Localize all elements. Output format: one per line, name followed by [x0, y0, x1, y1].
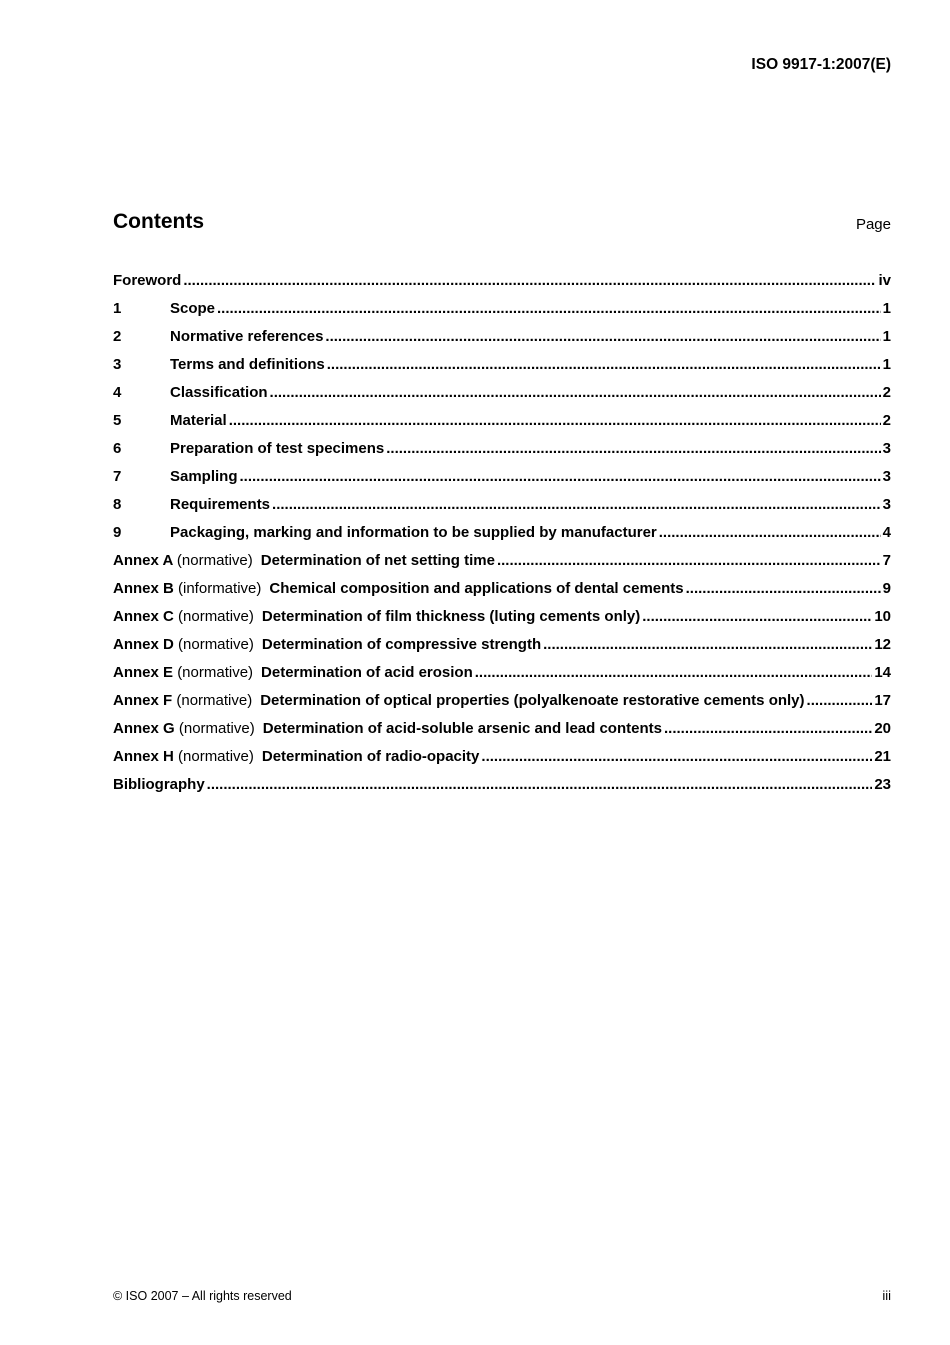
toc-entry-label: Scope: [170, 299, 216, 317]
toc-entry-number: 2: [113, 327, 122, 345]
toc-entry-page: 2: [882, 411, 891, 429]
toc-entry-sampling[interactable]: [113, 462, 891, 490]
toc-annex-title: [113, 692, 805, 709]
toc-entry-preparation-of-test-specimens[interactable]: [113, 434, 891, 462]
dot-leader: [659, 524, 881, 541]
toc-entry-page: 1: [882, 355, 891, 373]
toc-entry-page: 3: [882, 467, 891, 485]
dot-leader: [183, 272, 876, 289]
annex-kind: (normative): [178, 719, 255, 737]
toc-annex-title: [113, 636, 541, 653]
dot-leader: [481, 748, 872, 765]
toc-entry-label: Terms and definitions: [170, 355, 325, 373]
contents-heading: [113, 210, 891, 240]
dot-leader: [325, 328, 880, 345]
toc-entry-number: 8: [113, 495, 122, 513]
dot-leader: [475, 664, 873, 681]
annex-prefix: Annex H: [113, 747, 174, 765]
toc-entry-page: 7: [882, 551, 891, 569]
annex-prefix: Annex E: [113, 663, 174, 681]
toc-entry-classification[interactable]: [113, 378, 891, 406]
toc-annex-c[interactable]: [113, 602, 891, 630]
annex-kind: (normative): [178, 635, 254, 653]
toc-entry-page: 3: [882, 439, 891, 457]
dot-leader: [217, 300, 881, 317]
annex-prefix: Annex G: [113, 719, 175, 737]
toc-entry-page: 23: [874, 775, 891, 793]
dot-leader: [272, 496, 881, 513]
annex-prefix: Annex D: [113, 635, 174, 653]
annex-prefix: Annex F: [113, 691, 173, 709]
toc-entry-page: 10: [874, 607, 891, 625]
annex-kind: (informative): [178, 579, 262, 597]
toc-annex-b[interactable]: [113, 574, 891, 602]
page-column-label: Page: [855, 216, 891, 233]
toc-entry-number: 7: [113, 467, 122, 485]
toc-entry-normative-references[interactable]: [113, 322, 891, 350]
toc-annex-title: [113, 748, 479, 765]
toc-entry-number: 5: [113, 411, 122, 429]
toc-entry-page: 1: [882, 299, 891, 317]
table-of-contents: [113, 266, 891, 798]
toc-entry-page: 14: [874, 663, 891, 681]
toc-entry-number: 4: [113, 383, 122, 401]
toc-entry-label: Material: [170, 411, 227, 429]
dot-leader: [270, 384, 881, 401]
toc-entry-label: Requirements: [170, 495, 271, 513]
toc-entry-terms-and-definitions[interactable]: [113, 350, 891, 378]
annex-label: Determination of compressive strength: [261, 635, 542, 653]
toc-annex-d[interactable]: [113, 630, 891, 658]
toc-entry-page: 2: [882, 383, 891, 401]
toc-entry-label: Classification: [170, 383, 268, 401]
toc-entry-requirements[interactable]: [113, 490, 891, 518]
toc-entry-page: 9: [882, 579, 891, 597]
dot-leader: [229, 412, 881, 429]
toc-annex-title: [113, 664, 473, 681]
document-code: ISO 9917-1:2007(E): [751, 56, 891, 73]
dot-leader: [807, 692, 873, 709]
toc-entry-bibliography[interactable]: [113, 770, 891, 798]
toc-entry-number: 1: [113, 299, 122, 317]
annex-kind: (normative): [178, 607, 254, 625]
dot-leader: [686, 580, 881, 597]
toc-entry-label: Packaging, marking and information to be supplied by manufacturer: [170, 523, 657, 541]
toc-annex-title: [113, 608, 640, 625]
annex-prefix: Annex B: [113, 579, 174, 597]
toc-entry-page: iv: [878, 271, 891, 289]
toc-annex-a[interactable]: [113, 546, 891, 574]
toc-entry-number: 3: [113, 355, 122, 373]
toc-entry-number: 9: [113, 523, 122, 541]
annex-label: Determination of acid erosion: [261, 663, 473, 681]
footer-copyright: © ISO 2007 – All rights reserved: [113, 1289, 292, 1303]
toc-annex-h[interactable]: [113, 742, 891, 770]
dot-leader: [327, 356, 881, 373]
toc-entry-page: 3: [882, 495, 891, 513]
toc-entry-page: 20: [874, 719, 891, 737]
annex-label: Chemical composition and applications of dental cements: [269, 579, 684, 597]
toc-entry-page: 21: [874, 747, 891, 765]
toc-entry-label: Bibliography: [113, 775, 205, 793]
annex-label: Determination of film thickness (luting cements only): [261, 607, 641, 625]
toc-entry-page: 1: [882, 327, 891, 345]
annex-kind: (normative): [176, 551, 253, 569]
toc-annex-e[interactable]: [113, 658, 891, 686]
toc-entry-foreword[interactable]: [113, 266, 891, 294]
toc-annex-title: [113, 720, 662, 737]
toc-entry-page: 17: [874, 691, 891, 709]
dot-leader: [240, 468, 881, 485]
annex-label: Determination of optical properties (polyalkenoate restorative cements only): [260, 691, 805, 709]
footer-page-number: iii: [882, 1288, 891, 1303]
dot-leader: [543, 636, 872, 653]
dot-leader: [642, 608, 872, 625]
toc-entry-page: 12: [874, 635, 891, 653]
toc-entry-label: Sampling: [170, 467, 238, 485]
toc-entry-label: Preparation of test specimens: [170, 439, 385, 457]
toc-entry-label: Foreword: [113, 271, 182, 289]
toc-annex-title: [113, 552, 495, 569]
annex-prefix: Annex A: [113, 551, 173, 569]
toc-annex-f[interactable]: [113, 686, 891, 714]
dot-leader: [497, 552, 881, 569]
contents-title: Contents: [113, 210, 204, 233]
toc-entry-scope[interactable]: [113, 294, 891, 322]
dot-leader: [207, 776, 873, 793]
annex-label: Determination of radio-opacity: [261, 747, 480, 765]
toc-entry-page: 4: [882, 523, 891, 541]
annex-kind: (normative): [178, 747, 254, 765]
annex-prefix: Annex C: [113, 607, 174, 625]
toc-entry-label: Normative references: [170, 327, 324, 345]
annex-kind: (normative): [177, 663, 254, 681]
toc-annex-title: [113, 580, 684, 597]
toc-entry-packaging-marking[interactable]: [113, 518, 891, 546]
toc-annex-g[interactable]: [113, 714, 891, 742]
toc-entry-number: 6: [113, 439, 122, 457]
annex-label: Determination of net setting time: [260, 551, 495, 569]
dot-leader: [386, 440, 880, 457]
annex-kind: (normative): [176, 691, 253, 709]
toc-entry-material[interactable]: [113, 406, 891, 434]
annex-label: Determination of acid-soluble arsenic and lead contents: [262, 719, 662, 737]
dot-leader: [664, 720, 872, 737]
